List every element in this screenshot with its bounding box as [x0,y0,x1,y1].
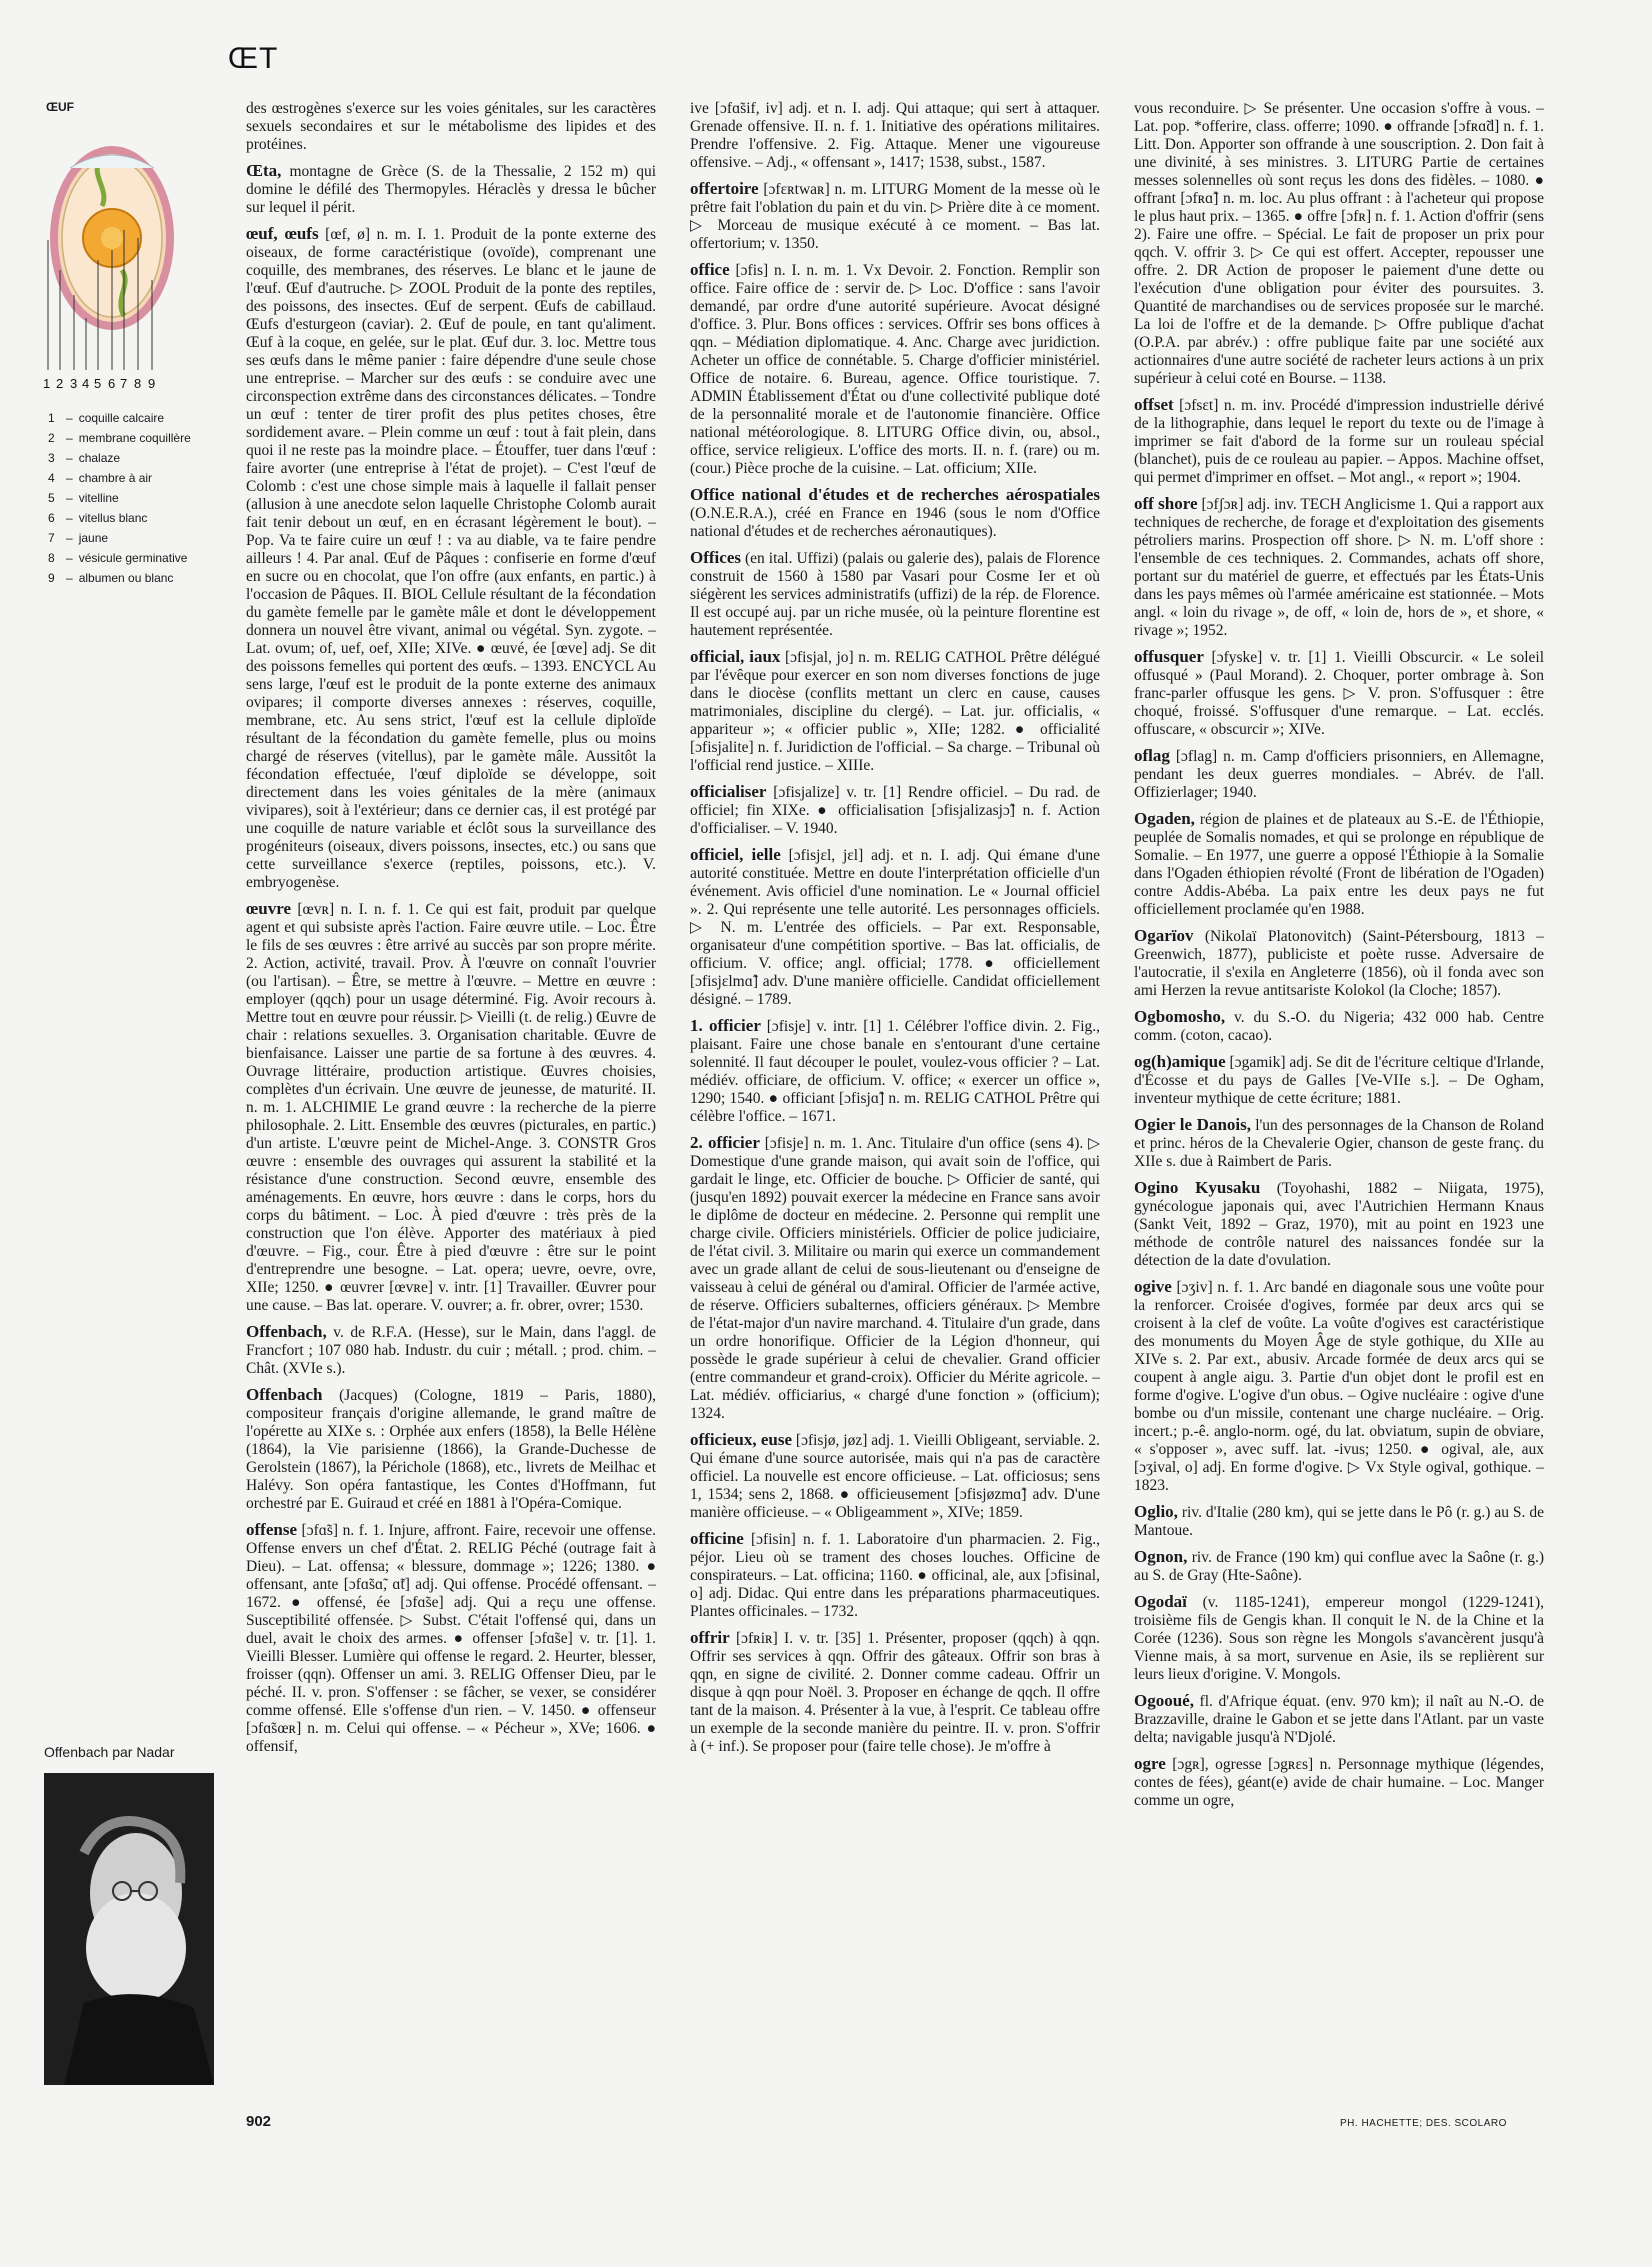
dictionary-entry [1134,1503,1544,1540]
legend-label: membrane coquillère [78,431,191,445]
entry-definition: [ɔgʀ], ogresse [ɔgʀɛs] n. Personnage mythique (légendes, contes de fées), géant(e) avide de chair humaine. – Loc. Manger comme un ogre, [1134,1756,1544,1809]
entry-definition: [ɔfɛʀtwaʀ] n. m. LITURG Moment de la messe où le prêtre fait l'oblation du pain et du vin. ▷ Prière dite à ce moment. ▷ Morceau de musique exécuté à ce moment. – Bas lat. offertorium; v. 1350. [690,181,1100,252]
entry-definition: région de plaines et de plateaux au S.-E. de l'Éthiopie, peuplée de Somalis nomades, et qui se prolonge en république de Somalie. – En 1977, une guerre a opposé l'Éthiopie à la Somalie dans l'Ogaden éthiopien révolté (Front de libération de l'Ogaden) contre Addis-Abéba. La paix entre les deux pays ne fut officiellement proclamée qu'en 1988. [1134,811,1544,918]
entry-headword: office [690,260,730,279]
entry-definition: des œstrogènes s'exerce sur les voies génitales, sur les caractères sexuels secondaires et sur le métabolisme des lipides et des protéines. [246,100,656,153]
fig-num: 6 [108,376,116,391]
entry-headword: Œta, [246,161,282,180]
entry-headword: official, iaux [690,647,781,666]
entry-definition: [ɔʒiv] n. f. 1. Arc bandé en diagonale sous une voûte pour la renforcer. Croisée d'ogives, formée par deux arcs qui se croisent à la clef de voûte. La voûte d'ogives est caractéristique des monuments du Moyen Âge de style gothique, du XIIe au XIVe s. 2. Par ext., abusiv. Arcade formée de deux arcs qui se coupent à angle aigu. 3. Partie d'un objet dont le profil est en forme d'ogive. L'ogive d'un obus. – Ogive nucléaire : ogive d'une bombe ou d'un missile, contenant une charge nucléaire. – Orig. incert.; p.-ê. anglo-norm. ogé, du lat. obviatum, supin de obviare, « s'opposer », avec suff. lat. -ivus; 1250. ● ogival, ale, aux [ɔʒival, o] adj. En forme d'ogive. ▷ Vx Style ogival, gothique. – 1823. [1134,1279,1544,1494]
entry-headword: Offices [690,548,741,567]
fig-num: 2 [56,376,64,391]
photo-caption: Offenbach par Nadar [44,1744,175,1760]
dictionary-entry [690,261,1100,478]
entry-definition: (en ital. Uffizi) (palais ou galerie des), palais de Florence construit de 1560 à 1580 par Vasari pour Cosme Ier et où siégèrent les services administratifs (uffizi) de la rép. de Florence. Il est occupé auj. par un riche musée, où la peinture florentine est hautement représentée. [690,550,1100,639]
entry-headword: og(h)amique [1134,1052,1226,1071]
entry-headword: Ogarïov [1134,926,1194,945]
portrait-image [44,1773,214,2085]
dictionary-entry [1134,1008,1544,1045]
legend-dash: – [66,431,73,445]
egg-diagram [40,120,205,400]
entry-headword: offusquer [1134,647,1204,666]
legend-label: albumen ou blanc [78,571,174,585]
dictionary-entry [1134,1179,1544,1270]
legend-dash: – [66,511,73,525]
legend-dash: – [66,531,73,545]
entry-headword: Offenbach [246,1385,323,1404]
legend-label: chambre à air [78,471,153,485]
legend-label: vitellus blanc [78,511,148,525]
fig-num: 7 [120,376,128,391]
dictionary-entry [690,1017,1100,1126]
entry-definition: (Nikolaï Platonovitch) (Saint-Pétersbourg, 1813 – Greenwich, 1877), publiciste et poète russe. Adversaire de l'autocratie, il s'exila en Angleterre (1856), où il fonda avec son ami Herzen la revue antitsariste Kolokol (la Cloche; 1857). [1134,928,1544,999]
dictionary-entry [690,1134,1100,1423]
figure-legend [48,408,210,588]
dictionary-entry [690,100,1100,172]
entry-definition: [œvʀ] n. I. n. f. 1. Ce qui est fait, produit par quelque agent et qui subsiste après l'action. Faire œuvre utile. – Loc. Être le fils de ses œuvres : être arrivé au succès par son propre mérite. 2. Action, activité, travail. Prov. À l'œuvre on connaît l'ouvrier (ou l'artisan). – Être, se mettre à l'œuvre. – Mettre en œuvre : employer (qqch) pour un usage déterminé. Fig. Avoir recours à. Mettre tout en œuvre pour réussir. ▷ Vieilli (t. de relig.) Œuvre de chair : relations sexuelles. 3. Organisation charitable. Œuvre de bienfaisance. Laisser une partie de sa fortune à des œuvres. 4. Ouvrage littéraire, production artistique. Œuvres choisies, complètes d'un écrivain. Une œuvre de jeunesse, de maturité. II. n. m. 1. ALCHIMIE Le grand œuvre : la recherche de la pierre philosophale. 2. Litt. Ensemble des œuvres (picturales, en partic.) d'un artiste. L'œuvre peint de Michel-Ange. 3. CONSTR Gros œuvre : ensemble des ouvrages qui assurent la stabilité et la résistance d'une construction. Second œuvre, ensemble des aménagements. En œuvre, hors œuvre : dans le corps, hors du corps du bâtiment. – Loc. À pied d'œuvre : très près de la construction que l'on élève. Apporter des matériaux à pied d'œuvre. – Fig., cour. Être à pied d'œuvre : être sur le point d'entreprendre une besogne. – Lat. opera; uevre, oevre, ovre, XIIe; 1250. ● œuvrer [œvʀe] v. intr. [1] Travailler. Œuvrer pour une cause. – Bas lat. operare. V. ouvrer; a. fr. obrer, ovrer; 1530. [246,901,656,1314]
entry-definition: [ɔfʀiʀ] I. v. tr. [35] 1. Présenter, proposer (qqch) à qqn. Offrir ses services à qqn. Offrir des gâteaux. Offrir son bras à qqn, en signe de civilité. 2. Donner comme cadeau. Offrir un disque à qqn pour Noël. 3. Proposer en échange de qqch. Il offre tant de la maison. 4. Présenter à la vue, à l'esprit. Ce tableau offre un exemple de la seconde manière du peintre. II. v. pron. S'offrir à (+ inf.). Se proposer pour (faire telle chose). Je m'offre à [690,1630,1100,1755]
entry-definition: [ɔfisjalize] v. tr. [1] Rendre officiel. – Du rad. de officiel; fin XIXe. ● officialisation [ɔfisjalizasjɔ̃] n. f. Action d'officialiser. – V. 1940. [690,784,1100,837]
entry-definition: (O.N.E.R.A.), créé en France en 1946 (sous le nom d'Office national d'études et de recherches aéronautiques). [690,505,1100,540]
legend-dash: – [66,451,73,465]
photo-credit: PH. HACHETTE; DES. SCOLARO [1340,2118,1507,2129]
dictionary-entry [690,1431,1100,1522]
entry-headword: ogre [1134,1754,1166,1773]
entry-headword: Ogino Kyusaku [1134,1178,1261,1197]
legend-number: 3 [48,451,55,465]
legend-number: 4 [48,471,55,485]
entry-headword: Ognon, [1134,1547,1188,1566]
text-column-1 [246,100,656,2100]
page-number: 902 [246,2113,272,2130]
egg-diagram-svg [40,120,205,400]
entry-definition: (Toyohashi, 1882 – Niigata, 1975), gynécologue japonais qui, avec l'Autrichien Hermann Knaus (Sankt Veit, 1892 – Graz, 1970), mit au point en 1923 une méthode de contrôle naturel des naissances fondée sur la détection de la date d'ovulation. [1134,1180,1544,1269]
entry-headword: Office national d'études et de recherches aérospatiales [690,485,1100,504]
entry-definition: [ɔfisje] n. m. 1. Anc. Titulaire d'un office (sens 4). ▷ Domestique d'une grande maison, qui avait soin de l'office, qui gardait le linge, etc. Officier de bouche. ▷ Officier de santé, qui (jusqu'en 1892) pouvait exercer la médecine en France sans avoir le diplôme de docteur en médecine. 2. Personne qui remplit une charge civile. Officiers ministériels. Officier de police judiciaire, de l'état civil. 3. Militaire ou marin qui exerce un commandement avec un grade allant de celui de sous-lieutenant ou d'enseigne de vaisseau à celui de général ou d'amiral. Officier de l'armée active, de réserve. Officiers subalternes, officiers généraux. ▷ Membre de l'état-major d'un navire marchand. 4. Titulaire d'un grade, dans un ordre honorifique. Officier de la Légion d'honneur, qui possède le grade supérieur à celui de chevalier. Grand officier (entre commandeur et grand-croix). Officier du Mérite agricole. – Lat. médiév. officiarius, « chargé d'une fonction » (officium); 1324. [690,1135,1100,1422]
entry-definition: [ɔfʃɔʀ] adj. inv. TECH Anglicisme 1. Qui a rapport aux techniques de recherche, de forage et d'exploitation des gisements pétroliers marins. Prospection off shore. ▷ N. m. L'off shore : l'ensemble de ces techniques. 2. Commandes, achats off shore, portant sur du matériel de guerre, et effectués par les États-Unis dans les pays mêmes où l'armée américaine est stationnée. – Mots angl. « loin du rivage », de off, « loin de, hors de », et shore, « rivage »; 1952. [1134,496,1544,639]
entry-definition: [ɔfsɛt] n. m. inv. Procédé d'impression industrielle dérivé de la lithographie, dans lequel le report du texte ou de l'image à imprimer se fait d'abord de la forme sur un rouleau spécial (blanchet), puis de ce rouleau au papier. – Appos. Machine offset, qui permet d'imprimer en offset. – Mot angl., « report »; 1904. [1134,397,1544,486]
offenbach-portrait [44,1773,214,2085]
entry-headword: officialiser [690,782,767,801]
text-column-2 [690,100,1100,2100]
entry-definition: [ɔfisjɛl, jɛl] adj. et n. I. adj. Qui émane d'une autorité constituée. Mettre en doute l'interprétation officielle d'un événement. Avis officiel d'une nomination. Le « Journal officiel ». 2. Qui représente une telle autorité. Les personnages officiels. ▷ N. m. L'entrée des officiels. – Par ext. Responsable, organisateur d'une compétition sportive. – Bas lat. officialis, de officium. V. office; angl. official; 1778. ● officiellement [ɔfisjɛlmɑ̃] adv. D'une manière officielle. Candidat officiellement désigné. – 1789. [690,847,1100,1008]
entry-definition: [ɔfyske] v. tr. [1] 1. Vieilli Obscurcir. « Le soleil offusqué » (Paul Morand). 2. Choquer, porter ombrage à. Son franc-parler offusque les gens. ▷ V. pron. S'offusquer : être choqué, froissé. S'offusquer d'une remarque. – Lat. ecclés. offuscare, « obscurcir »; XIVe. [1134,649,1544,738]
entry-headword: offrir [690,1628,730,1647]
dictionary-entry [1134,100,1544,388]
entry-definition: l'un des personnages de la Chanson de Roland et princ. héros de la Chevalerie Ogier, chanson de geste franç. du XIIe s. due à Raimbert de Paris. [1134,1117,1544,1170]
dictionary-entry [690,1629,1100,1756]
dictionary-entry [1134,810,1544,919]
entry-definition: montagne de Grèce (S. de la Thessalie, 2 152 m) qui domine le défilé des Thermopyles. Héraclès y dressa le bûcher sur lequel il périt. [246,163,656,216]
dictionary-entry [246,162,656,217]
legend-number: 6 [48,511,55,525]
dictionary-entry [1134,1593,1544,1684]
entry-headword: offertoire [690,179,759,198]
dictionary-entry [1134,1053,1544,1108]
legend-number: 9 [48,571,55,585]
text-column-3 [1134,100,1544,2100]
entry-headword: officieux, euse [690,1430,792,1449]
legend-dash: – [66,471,73,485]
entry-headword: Offenbach, [246,1322,327,1341]
entry-definition: riv. d'Italie (280 km), qui se jette dans le Pô (r. g.) au S. de Mantoue. [1134,1504,1544,1539]
egg-white-center [101,227,123,249]
entry-headword: Oglio, [1134,1502,1178,1521]
legend-dash: – [66,491,73,505]
entry-headword: 2. officier [690,1133,760,1152]
legend-item [48,428,210,448]
dictionary-entry [1134,1116,1544,1171]
entry-definition: [ɔfisje] v. intr. [1] 1. Célébrer l'office divin. 2. Fig., plaisant. Faire une chose banale en s'entourant d'une certaine solennité. Il faut découper le poulet, voulez-vous officier ? – Lat. médiév. officiare, de officium. V. office; « exercer un office », 1290; 1540. ● officiant [ɔfisjɑ̃] n. m. RELIG CATHOL Prêtre qui célèbre l'office. – 1671. [690,1018,1100,1125]
dictionary-entry [690,648,1100,775]
fig-num: 1 [43,376,51,391]
entry-headword: officine [690,1529,744,1548]
legend-dash: – [66,551,73,565]
entry-definition: [œf, ø] n. m. I. 1. Produit de la ponte externe des oiseaux, de forme caractéristique (ovoïde), comprenant une coquille, des membranes, des réserves. Le blanc et le jaune de l'œuf. Œuf d'autruche. ▷ ZOOL Produit de la ponte des reptiles, des poissons, des insectes. Œuf de serpent. Œufs de cabillaud. Œufs d'esturgeon (caviar). 2. Œuf de poule, en tant qu'aliment. Œuf à la coque, en gelée, sur le plat. Œuf dur. 3. loc. Mettre tous ses œufs dans le même panier : faire dépendre d'une seule chose une entreprise. – Marcher sur des œufs : se conduire avec une circonspection extrême dans des circonstances délicates. – Tondre un œuf : tenter de tirer profit des plus petites choses, être sordidement avare. – Plein comme un œuf : tout à fait plein, dans quoi il ne reste pas la moindre place. – Étouffer, tuer dans l'œuf : faire avorter (une entreprise à l'état de projet). – C'est l'œuf de Colomb : c'est une chose simple mais à laquelle il fallait penser (allusion à une anecdote selon laquelle Christophe Colomb aurait fait tenir debout un œuf, en en écrasant légèrement le bout). – Pop. Va te faire cuire un œuf ! : va au diable, va te faire pendre ailleurs ! 4. Par anal. Œuf de Pâques : confiserie en forme d'œuf en sucre ou en chocolat, que l'on offre (aux enfants, en partic.) à l'occasion de Pâques. II. BIOL Cellule résultant de la fécondation du gamète femelle par le gamète mâle et dont le développement donnera un nouvel être vivant, animal ou végétal. Syn. zygote. – Lat. ovum; of, uef, oef, XIIe; XIVe. ● œuvé, ée [œve] adj. Se dit des poissons femelles qui portent des œufs. – 1393. ENCYCL Au sens large, l'œuf est le produit de la ponte externe des animaux ovipares; il comporte diverses annexes : réserves, coquille, membrane, etc. Au sens strict, l'œuf est la cellule diploïde résultant de la fécondation du gamète femelle, plus ou moins chargé de réserves (vitellus), par le gamète mâle. Aussitôt la fécondation effectuée, l'œuf diploïde se développe, soit directement dans les voies génitales de la mère (animaux vivipares), soit à l'extérieur; dans ce dernier cas, il est protégé par une coquille de nature variable et éclôt sous la surveillance des progéniteurs (oiseaux, divers poissons, insectes, etc.) ou sans que cette surveillance s'exerce (reptiles, poissons, etc.). V. embryogenèse. [246,226,656,891]
dictionary-entry [1134,1755,1544,1810]
dictionary-entry [1134,927,1544,1000]
legend-label: jaune [78,531,109,545]
legend-label: coquille calcaire [78,411,165,425]
dictionary-entry [1134,1548,1544,1585]
dictionary-entry [246,100,656,154]
dictionary-entry [1134,1278,1544,1495]
entry-definition: [ɔfisjal, jo] n. m. RELIG CATHOL Prêtre délégué par l'évêque pour exercer en son nom diverses fonctions de juge dans le diocèse (conflits mettant un clerc en cause, causes matrimoniales, discipline du clergé). – Lat. jur. officialis, « appariteur »; « officier public », XIIe; 1282. ● officialité [ɔfisjalite] n. f. Juridiction de l'official. – Sa charge. – Tribunal où l'official rend justice. – XIIIe. [690,649,1100,774]
legend-item [48,488,210,508]
legend-label: vésicule germinative [78,551,188,565]
dictionary-entry [1134,747,1544,802]
dictionary-entry [690,180,1100,253]
legend-label: chalaze [78,451,121,465]
dictionary-entry [690,846,1100,1009]
legend-label: vitelline [78,491,119,505]
entry-headword: officiel, ielle [690,845,781,864]
legend-number: 2 [48,431,55,445]
figure-numbers [43,376,155,391]
egg-figure-sidebar [40,100,210,588]
dictionary-entry [1134,396,1544,487]
entry-definition: [ɔfis] n. I. n. m. 1. Vx Devoir. 2. Fonction. Remplir son office. Faire office de : servir de. ▷ Loc. D'office : sans l'avoir demandé, par ordre d'une autorité supérieure. Avocat désigné d'office. 3. Plur. Bons offices : services. Offrir ses bons offices à qqn. – Médiation diplomatique. 4. Anc. Charge avec juridiction. Acheter un office de connétable. 5. Charge d'officier ministériel. Office de notaire. 6. Bureau, agence. Office touristique. 7. ADMIN Établissement d'État ou d'une collectivité publique doté de la personnalité morale et de l'autonomie financière. Office national météorologique. 8. LITURG Office divin, ou, absol., office, service religieux. L'office des morts. II. n. f. (rare) ou m. (cour.) Pièce proche de la cuisine. – Lat. officium; XIIe. [690,262,1100,477]
dictionary-entry [690,783,1100,838]
entry-headword: Ogier le Danois, [1134,1115,1251,1134]
entry-headword: off shore [1134,494,1198,513]
entry-definition: [ɔgamik] adj. Se dit de l'écriture celtique d'Irlande, d'Écosse et du pays de Galles [Ve-VIIe s.]. – De Ogham, inventeur mythique de cette écriture; 1881. [1134,1054,1544,1107]
legend-number: 8 [48,551,55,565]
entry-headword: 1. officier [690,1016,761,1035]
fig-num: 9 [148,376,156,391]
legend-item [48,508,210,528]
entry-headword: ogive [1134,1277,1172,1296]
legend-item [48,448,210,468]
entry-definition: fl. d'Afrique équat. (env. 970 km); il naît au N.-O. de Brazzaville, draine le Gabon et se jette dans l'Atlant. par un vaste delta; navigable jusqu'à N'Djolé. [1134,1693,1544,1746]
entry-headword: offense [246,1520,297,1539]
legend-dash: – [66,411,73,425]
entry-headword: œuf, œufs [246,224,319,243]
entry-definition: v. de R.F.A. (Hesse), sur le Main, dans l'aggl. de Francfort ; 107 080 hab. Industr. du cuir ; métall. ; prod. chim. – Chât. (XVIe s.). [246,1324,656,1377]
entry-headword: oflag [1134,746,1170,765]
fig-num: 5 [94,376,102,391]
legend-number: 5 [48,491,55,505]
legend-item [48,528,210,548]
dictionary-entry [1134,495,1544,640]
dictionary-entry [690,549,1100,640]
dictionary-entry [690,486,1100,541]
entry-headword: Ogodaï [1134,1592,1187,1611]
entry-definition: ive [ɔfɑ̃sif, iv] adj. et n. I. adj. Qui attaque; qui sert à attaquer. Grenade offensive. II. n. f. 1. Initiative des opérations militaires. Prendre l'offensive. 2. Fig. Attaque. Mener une vigoureuse offensive. – Adj., « offensant », 1417; 1538, subst., 1587. [690,100,1100,171]
entry-headword: œuvre [246,899,292,918]
entry-definition: [ɔfɑ̃s] n. f. 1. Injure, affront. Faire, recevoir une offense. Offense envers un chef d'État. 2. RELIG Péché (outrage fait à Dieu). – Lat. offensa; « blessure, dommage »; 1226; 1380. ● offensant, ante [ɔfɑ̃sɑ̃, ɑ̃t] adj. Qui offense. Procédé offensant. – 1672. ● offensé, ée [ɔfɑ̃se] adj. Qui a reçu une offense. Susceptibilité offensée. ▷ Subst. C'était l'offensé qui, dans un duel, avait le choix des armes. ● offenser [ɔfɑ̃se] v. tr. [1]. 1. Vieilli Blesser. Lumière qui offense le regard. 2. Heurter, blesser, froisser (qqn). Offenser un ami. 3. RELIG Offenser Dieu, par le péché. II. v. pron. S'offenser : se fâcher, se vexer, se considérer comme offensé. Elle s'offense d'un rien. – V. 1450. ● offenseur [ɔfɑ̃sœʀ] n. m. Celui qui offense. – « Pécheur », XVe; 1606. ● offensif, [246,1522,656,1755]
dictionary-entry [1134,648,1544,739]
entry-definition: (v. 1185-1241), empereur mongol (1229-1241), troisième fils de Gengis khan. Il conquit le N. de la Chine et la Corée (1236). Sous son règne les Mongols s'avancèrent jusqu'à Vienne mais, à sa mort, survenue en Asie, ils se replièrent sur leurs lieux d'origine. V. Mongols. [1134,1594,1544,1683]
entry-definition: riv. de France (190 km) qui conflue avec la Saône (r. g.) au S. de Gray (Hte-Saône). [1134,1549,1544,1584]
entry-definition: (Jacques) (Cologne, 1819 – Paris, 1880), compositeur français d'origine allemande, le grand maître de l'opérette au XIXe s. : Orphée aux enfers (1858), la Belle Hélène (1864), la Vie parisienne (1866), la Grande-Duchesse de Gerolstein (1867), la Périchole (1868), etc., livrets de Meilhac et Halévy. Son opéra fantastique, les Contes d'Hoffmann, fut orchestré par E. Guiraud et créé en 1881 à l'Opéra-Comique. [246,1387,656,1512]
entry-headword: Ogooué, [1134,1691,1194,1710]
legend-item [48,468,210,488]
running-head: ŒT [228,42,279,75]
entry-headword: Ogaden, [1134,809,1195,828]
dictionary-entry [1134,1692,1544,1747]
dictionary-entry [246,1521,656,1756]
entry-headword: Ogbomosho, [1134,1007,1226,1026]
entry-definition: vous reconduire. ▷ Se présenter. Une occasion s'offre à vous. – Lat. pop. *offerire, class. offerre; 1090. ● offrande [ɔfʀɑ̃d] n. f. 1. Litt. Don. Apporter son offrande à une souscription. 2. Don fait à une divinité, à ses ministres. 3. LITURG Partie de certaines messes solennelles où sont reçus les dons des fidèles. – 1080. ● offrant [ɔfʀɑ̃] n. m. loc. Au plus offrant : à l'acheteur qui propose le plus haut prix. – 1365. ● offre [ɔfʀ] n. f. 1. Action d'offrir (sens 2). Faire une offre. – Spécial. Le fait de proposer un prix pour qqch. V. offrir 3. ▷ Ce qui est offert. Accepter, repousser une offre. 2. DR Action de proposer le paiement d'une dette ou l'exécution d'une obligation pour éviter des poursuites. 3. Quantité de marchandises ou de services proposée sur le marché. La loi de l'offre et de la demande. ▷ Offre publique d'achat (O.P.A. par abrév.) : offre publique faite par une société aux actionnaires d'une autre société de racheter leurs actions à un prix supérieur à celui coté en Bourse. – 1138. [1134,100,1544,387]
legend-dash: – [66,571,73,585]
legend-item [48,548,210,568]
legend-item [48,408,210,428]
dictionary-entry [246,1323,656,1378]
dictionary-entry [246,900,656,1315]
legend-item [48,568,210,588]
entry-definition: [ɔflag] n. m. Camp d'officiers prisonniers, en Allemagne, pendant les deux guerres mondiales. – Abrév. de l'all. Offizierlager; 1940. [1134,748,1544,801]
fig-num: 3 [70,376,78,391]
entry-definition: v. du S.-O. du Nigeria; 432 000 hab. Centre comm. (coton, cacao). [1134,1009,1544,1044]
entry-headword: offset [1134,395,1174,414]
dictionary-entry [246,1386,656,1513]
figure-title: ŒUF [46,100,74,114]
fig-num: 8 [134,376,142,391]
fig-num: 4 [82,376,90,391]
legend-number: 7 [48,531,55,545]
entry-definition: [ɔfisin] n. f. 1. Laboratoire d'un pharmacien. 2. Fig., péjor. Lieu où se trament des choses louches. Officine de conspirateurs. – Lat. officina; 1160. ● officinal, ale, aux [ɔfisinal, o] adj. Didac. Qui entre dans les préparations pharmaceutiques. Plantes officinales. – 1732. [690,1531,1100,1620]
entry-definition: [ɔfisjø, jøz] adj. 1. Vieilli Obligeant, serviable. 2. Qui émane d'une source autorisée, mais qui n'a pas de caractère officiel. La nouvelle est encore officieuse. – Lat. officiosus; sens 1, 1534; sens 2, 1868. ● officieusement [ɔfisjøzmɑ̃] adv. D'une manière officieuse. – « Obligeamment », XIVe; 1859. [690,1432,1100,1521]
dictionary-entry [246,225,656,892]
dictionary-entry [690,1530,1100,1621]
legend-number: 1 [48,411,55,425]
